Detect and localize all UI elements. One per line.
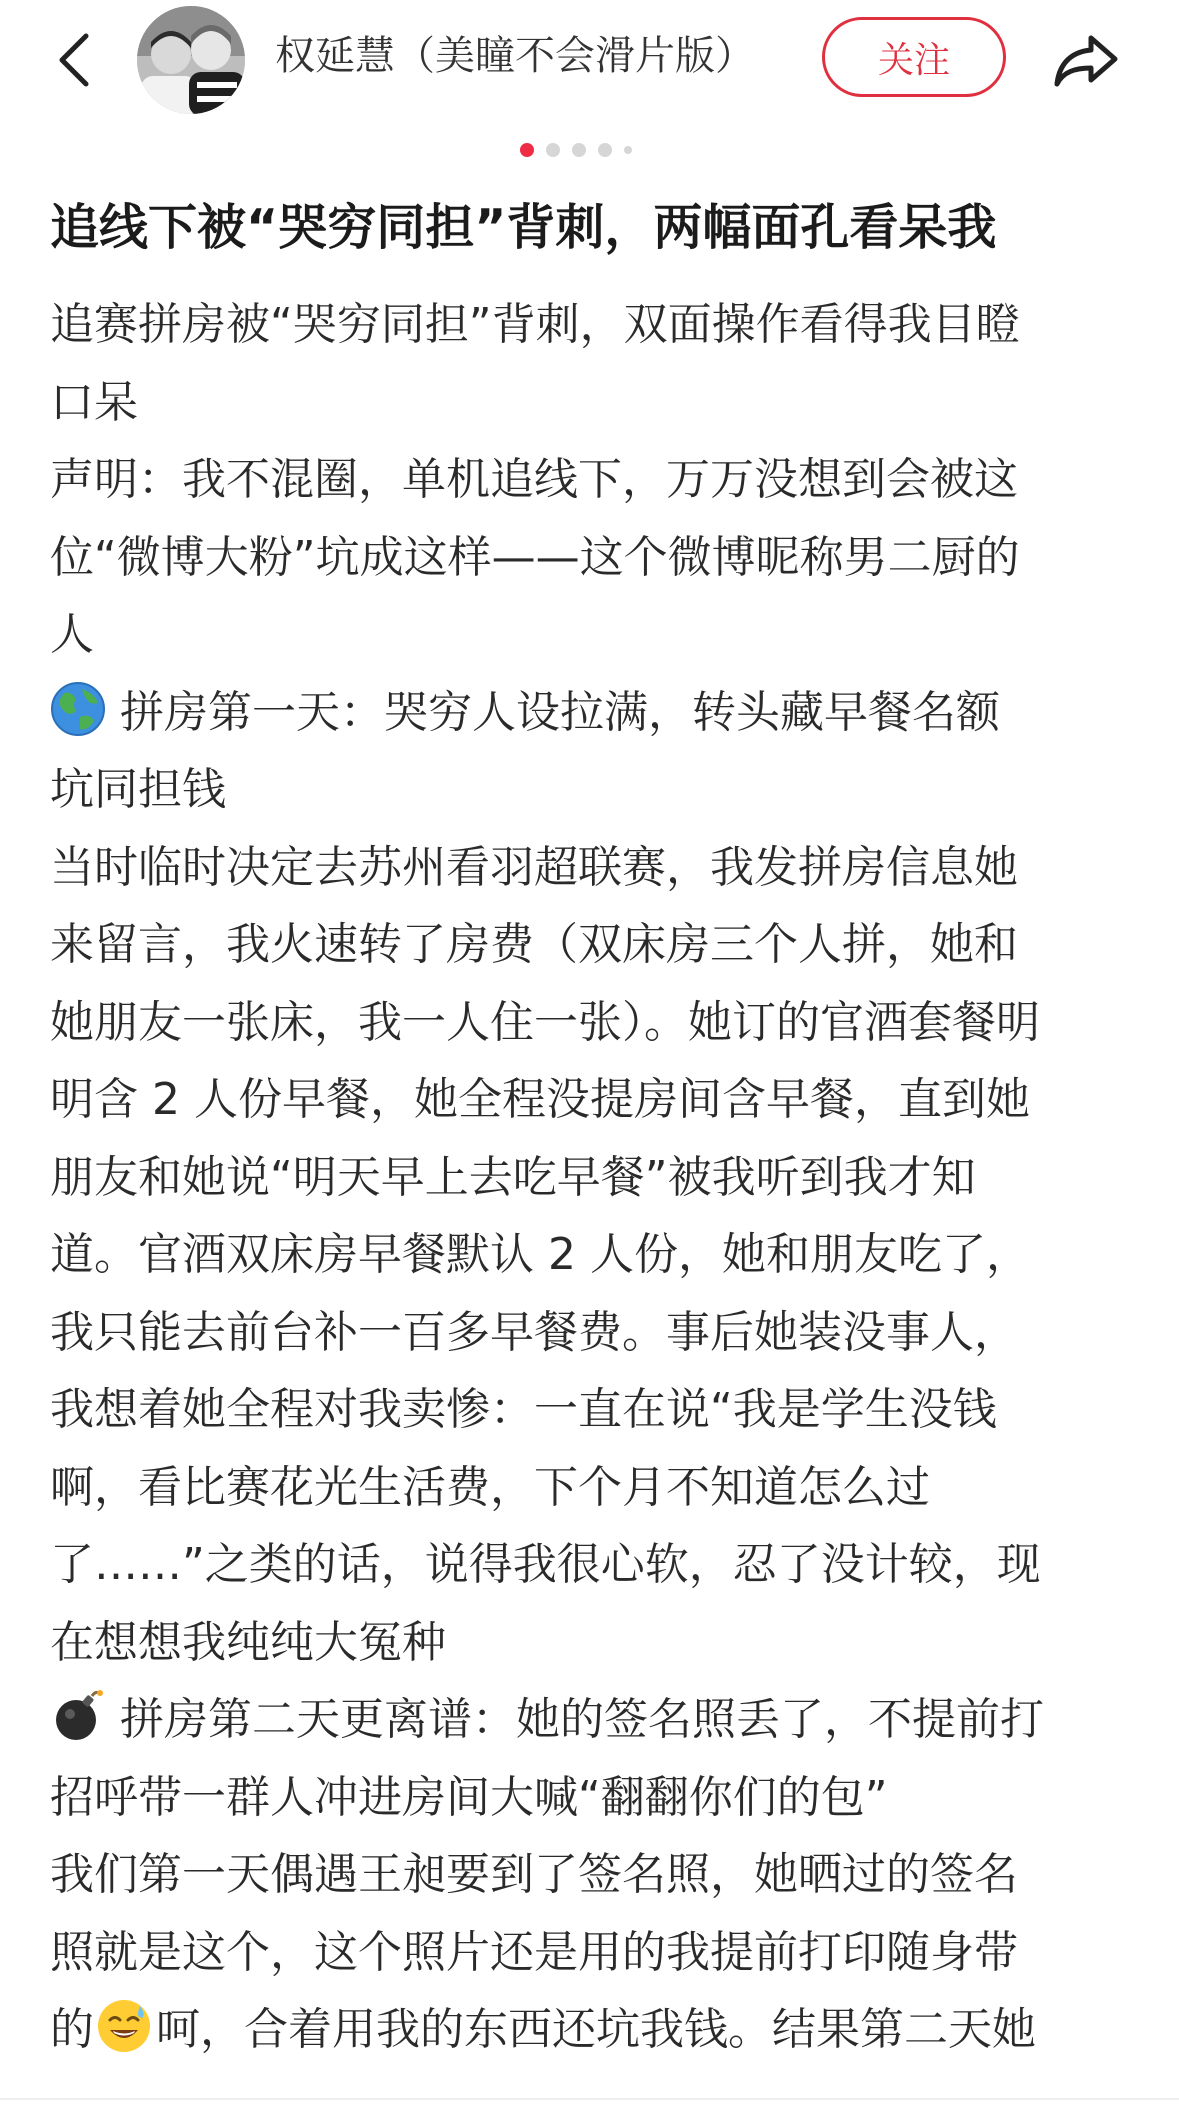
image-pager — [520, 143, 640, 157]
note-body — [50, 286, 1130, 2069]
note-header — [0, 0, 1179, 122]
body-line: 在想想我纯纯大冤种 — [50, 1616, 446, 1668]
note-title: 追线下被“哭穷同担”背刺，两幅面孔看呆我 — [50, 199, 997, 256]
section-heading: 拼房第一天：哭穷人设拉满，转头藏早餐名额 — [120, 686, 1000, 738]
pager-dot — [598, 143, 612, 157]
body-line: 来留言，我火速转了房费（双床房三个人拼，她和 — [50, 919, 1018, 970]
back-button[interactable] — [46, 22, 102, 98]
body-line: 追赛拼房被“哭穷同担”背刺，双面操作看得我目瞪 — [50, 299, 1020, 350]
body-line: 口呆 — [50, 376, 138, 428]
follow-button[interactable]: 关注 — [822, 17, 1006, 97]
chevron-left-icon — [56, 30, 92, 90]
body-line — [50, 1991, 1130, 2069]
body-line: 声明：我不混圈，单机追线下，万万没想到会被这 — [50, 454, 1018, 505]
body-line: 坑同担钱 — [50, 764, 226, 815]
globe-icon — [50, 681, 106, 737]
body-text: 呵，合着用我的东西还坑我钱。结果第二天她 — [156, 2004, 1036, 2055]
body-line: 道。官酒双床房早餐默认 2 人份，她和朋友吃了， — [50, 1229, 1030, 1280]
body-line-section — [50, 1681, 1130, 1759]
body-line: 人 — [50, 609, 94, 660]
pager-dot — [572, 143, 586, 157]
body-line: 我们第一天偶遇王昶要到了签名照，她晒过的签名 — [50, 1849, 1018, 1900]
pager-dot-active — [520, 143, 534, 157]
author-avatar[interactable] — [137, 6, 245, 114]
body-line: 当时临时决定去苏州看羽超联赛，我发拼房信息她 — [50, 841, 1018, 893]
bomb-icon — [50, 1688, 106, 1744]
body-line: 明含 2 人份早餐，她全程没提房间含早餐，直到她 — [50, 1074, 1030, 1125]
body-line: 照就是这个，这个照片还是用的我提前打印随身带 — [50, 1926, 1018, 1978]
body-line: 啊，看比赛花光生活费，下个月不知道怎么过 — [50, 1461, 930, 1513]
body-line: 了……”之类的话，说得我很心软，忍了没计较，现 — [50, 1539, 1041, 1590]
section-heading: 拼房第二天更离谱：她的签名照丢了，不提前打 — [120, 1694, 1044, 1745]
body-line: 我想着她全程对我卖惨：一直在说“我是学生没钱 — [50, 1384, 997, 1435]
pager-dot — [624, 146, 632, 154]
avatar-photo — [137, 6, 245, 114]
author-name[interactable]: 权延慧（美瞳不会滑片版） — [275, 33, 755, 79]
sweat-smile-icon — [96, 1998, 152, 2054]
pager-dot — [546, 143, 560, 157]
body-line: 朋友和她说“明天早上去吃早餐”被我听到我才知 — [50, 1151, 976, 1203]
body-text: 的 — [50, 2004, 94, 2055]
body-line: 招呼带一群人冲进房间大喊“翻翻你们的包” — [50, 1771, 888, 1823]
share-button[interactable] — [1048, 22, 1124, 98]
share-icon — [1053, 32, 1119, 88]
body-line: 我只能去前台补一百多早餐费。事后她装没事人， — [50, 1306, 1018, 1358]
body-line-section — [50, 674, 1130, 752]
body-line: 位“微博大粉”坑成这样——这个微博昵称男二厨的 — [50, 531, 1020, 583]
bottom-divider — [0, 2098, 1179, 2100]
body-line: 她朋友一张床，我一人住一张）。她订的官酒套餐明 — [50, 996, 1040, 1048]
